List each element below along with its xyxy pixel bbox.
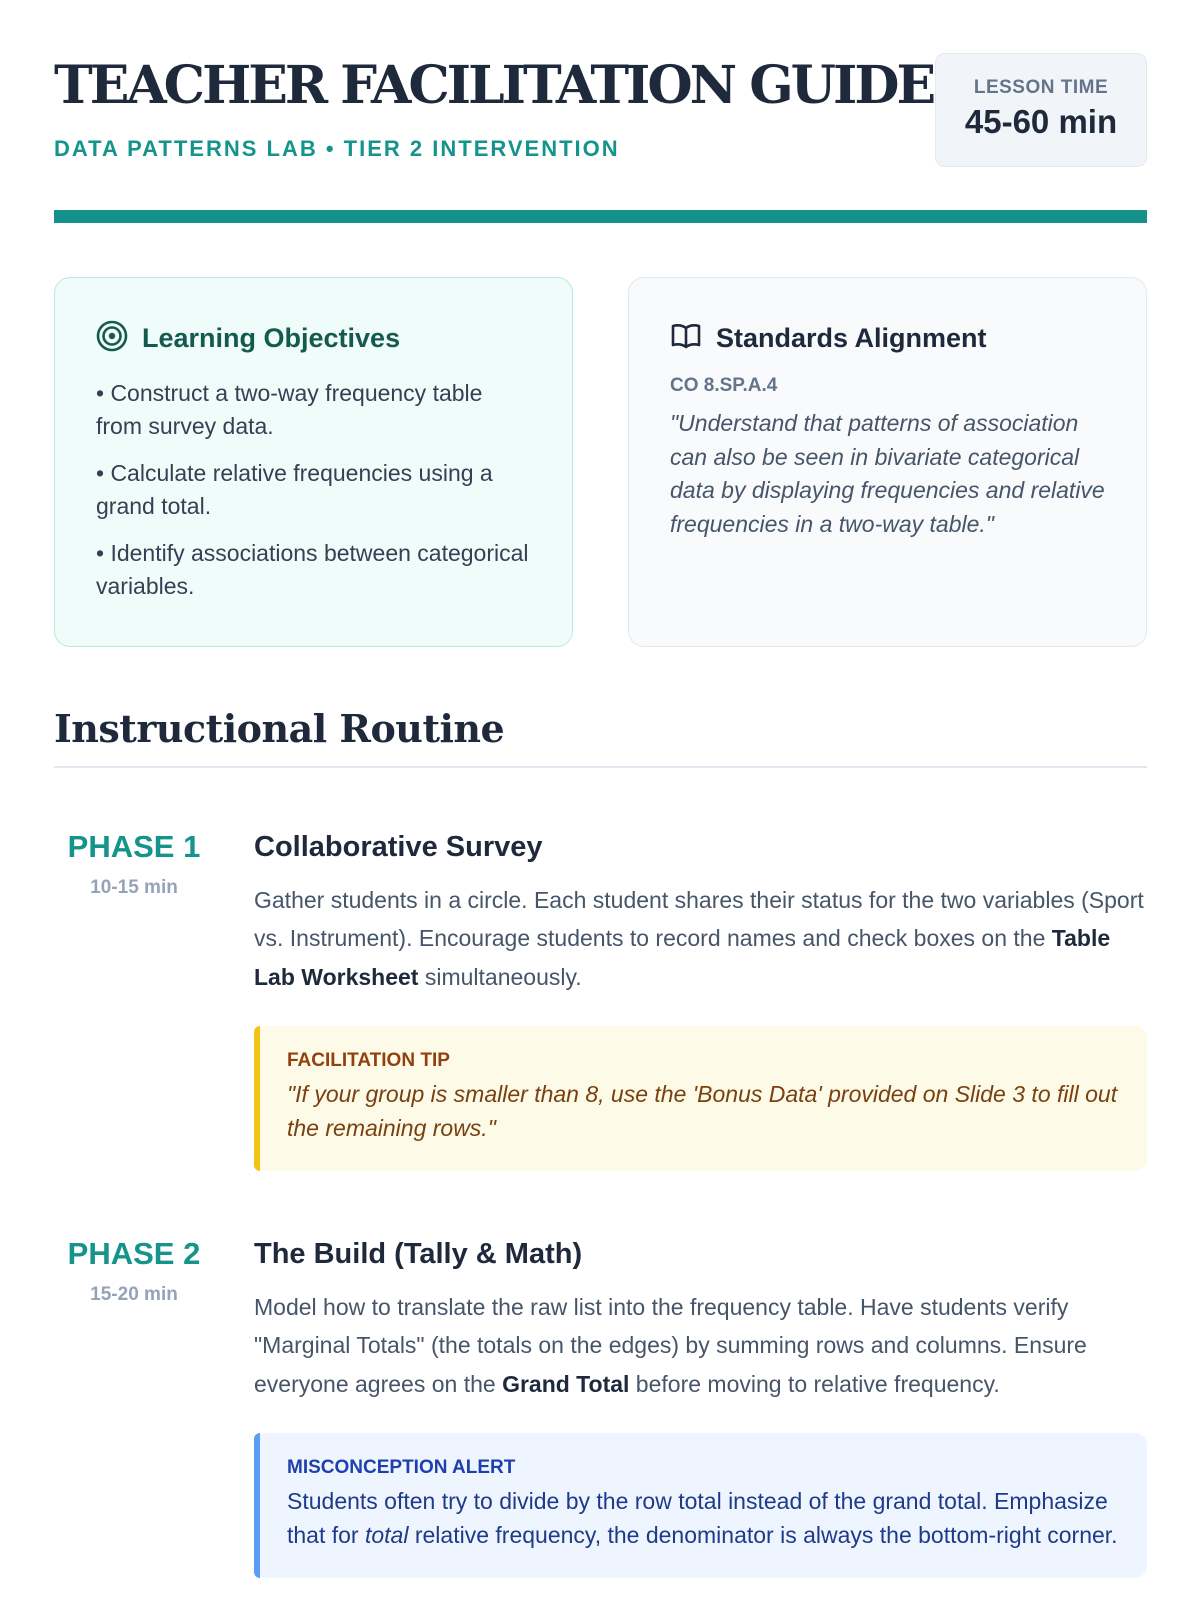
misconception-alert-callout <box>254 1433 1147 1578</box>
header <box>54 52 1147 172</box>
phase-title: Collaborative Survey <box>254 831 543 863</box>
phase-label: PHASE 1 <box>67 829 201 864</box>
callout-text: "If your group is smaller than 8, use the 'Bonus Data' provided on Slide 3 to fill out the remaining rows." <box>287 1081 1118 1141</box>
phase-text: Model how to translate the raw list into the frequency table. Have students verify "Marginal Totals" (the totals on the edges) by summing rows and columns. Ensure everyone agrees on the <box>254 1293 1087 1397</box>
phase-title: The Build (Tally & Math) <box>254 1238 583 1270</box>
header-divider <box>54 210 1147 223</box>
phase-2-side <box>54 1235 214 1306</box>
objective-item: • Identify associations between categorical variables. <box>96 540 529 599</box>
phase-text: before moving to relative frequency. <box>629 1370 1000 1397</box>
section-divider <box>54 766 1147 768</box>
phase-2-content <box>254 1235 1147 1578</box>
callout-text <box>287 1485 1119 1552</box>
phase-duration: 10-15 min <box>90 877 178 899</box>
standards-alignment-header <box>670 320 1106 357</box>
callout-label: FACILITATION TIP <box>287 1050 450 1072</box>
target-icon <box>96 320 128 357</box>
callout-label: MISCONCEPTION ALERT <box>287 1457 516 1479</box>
phase-text: Gather students in a circle. Each student shares their status for the two variables (Sport vs. Instrument). Encourage students to record names and check boxes on the <box>254 886 1144 952</box>
standard-quote: "Understand that patterns of association can also be seen in bivariate categorical data by displaying frequencies and relative frequencies in a two-way table." <box>670 410 1105 537</box>
objective-item: • Construct a two-way frequency table from survey data. <box>96 380 483 439</box>
facilitation-tip-callout <box>254 1026 1147 1171</box>
objective-item: • Calculate relative frequencies using a grand total. <box>96 460 493 519</box>
phase-description <box>254 881 1147 997</box>
phase-duration: 15-20 min <box>90 1284 178 1306</box>
callout-emphasis: total <box>364 1521 409 1548</box>
phase-1-side <box>54 828 214 899</box>
phase-emphasis: Grand Total <box>502 1370 630 1397</box>
lesson-time-box <box>935 53 1147 167</box>
learning-objectives-title: Learning Objectives <box>142 323 401 353</box>
standards-alignment-title: Standards Alignment <box>716 323 987 353</box>
book-icon <box>670 320 702 357</box>
learning-objectives-card <box>54 277 573 647</box>
standards-alignment-card <box>628 277 1147 647</box>
phase-description <box>254 1288 1147 1404</box>
page-subtitle: DATA PATTERNS LAB • TIER 2 INTERVENTION <box>54 136 620 161</box>
callout-text-part: Students often try to divide by the row total instead of the grand total. Emphasize that for <box>287 1488 1108 1548</box>
lesson-time-value: 45-60 min <box>964 103 1118 140</box>
phase-1-content <box>254 828 1147 1171</box>
standard-code: CO 8.SP.A.4 <box>670 375 778 396</box>
phase-emphasis: Table Lab Worksheet <box>254 925 1111 990</box>
lesson-time-label: LESSON TIME <box>973 77 1109 98</box>
section-title: Instructional Routine <box>54 706 505 751</box>
phase-text: simultaneously. <box>418 963 582 990</box>
phase-label: PHASE 2 <box>67 1236 201 1271</box>
objectives-list <box>96 377 532 603</box>
callout-text-part: relative frequency, the denominator is always the bottom-right corner. <box>408 1521 1118 1548</box>
learning-objectives-header <box>96 320 532 357</box>
page-title: TEACHER FACILITATION GUIDE <box>54 55 934 116</box>
